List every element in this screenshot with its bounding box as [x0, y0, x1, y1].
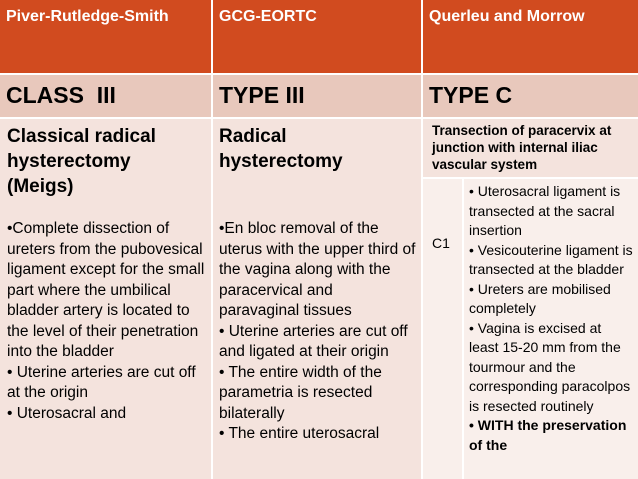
col3-c1-label: C1	[432, 235, 450, 251]
class-label-1: CLASS III	[6, 82, 116, 108]
col3-item-5: • WITH the preservation of the	[469, 417, 627, 453]
header-piver-text: Piver-Rutledge-Smith	[6, 8, 169, 25]
header-gcg-text: GCG-EORTC	[219, 8, 317, 25]
class-cell-2	[213, 75, 421, 117]
class-cell-3	[423, 75, 638, 117]
class-cell-1	[0, 75, 211, 117]
col3-transection-text: Transection of paracervix at junction with internal iliac vascular system	[432, 123, 612, 172]
col3-transection	[423, 119, 638, 177]
col1-body	[0, 119, 211, 479]
header-querleu-text: Querleu and Morrow	[429, 8, 585, 25]
col1-line-1: •Complete dissection of ureters from the pubovesical ligament except for the small part where the umbilical bladder artery is located to the level of their penetration into the bladder	[7, 220, 205, 360]
col2-line-2: • Uterine arteries are cut off and ligated at their origin	[219, 322, 408, 360]
col3-item-1: • Uterosacral ligament is transected at the sacral insertion	[469, 183, 621, 238]
class-label-2: TYPE III	[219, 82, 305, 108]
col1-line-3: • Uterosacral and	[7, 404, 127, 422]
header-querleu	[423, 0, 638, 73]
col3-c1-cell	[423, 179, 462, 479]
header-gcg	[213, 0, 421, 73]
class-label-3: TYPE C	[429, 82, 513, 108]
col3-item-3: • Ureters are mobilised completely	[469, 280, 611, 316]
col1-line-2: • Uterine arteries are cut off at the origin	[7, 363, 196, 401]
col2-line-1: •En bloc removal of the uterus with the upper third of the vagina along with the paracervical and paravaginal tissues	[219, 220, 416, 319]
col3-item-4: • Vagina is excised at least 15-20 mm from the tourmour and the corresponding paracolpos is resected routinely	[469, 319, 631, 414]
col2-title: Radical hysterectomy	[219, 126, 343, 172]
col3-item-2: • Vesicouterine ligament is transected at the bladder	[469, 241, 633, 277]
col2-line-3: • The entire width of the parametria is resected bilaterally	[219, 363, 382, 422]
col3-list	[464, 179, 638, 479]
col1-title: Classical radical hysterectomy (Meigs)	[7, 126, 156, 197]
col2-body	[213, 119, 421, 479]
header-piver	[0, 0, 211, 73]
col2-line-4: • The entire uterosacral	[219, 425, 380, 442]
